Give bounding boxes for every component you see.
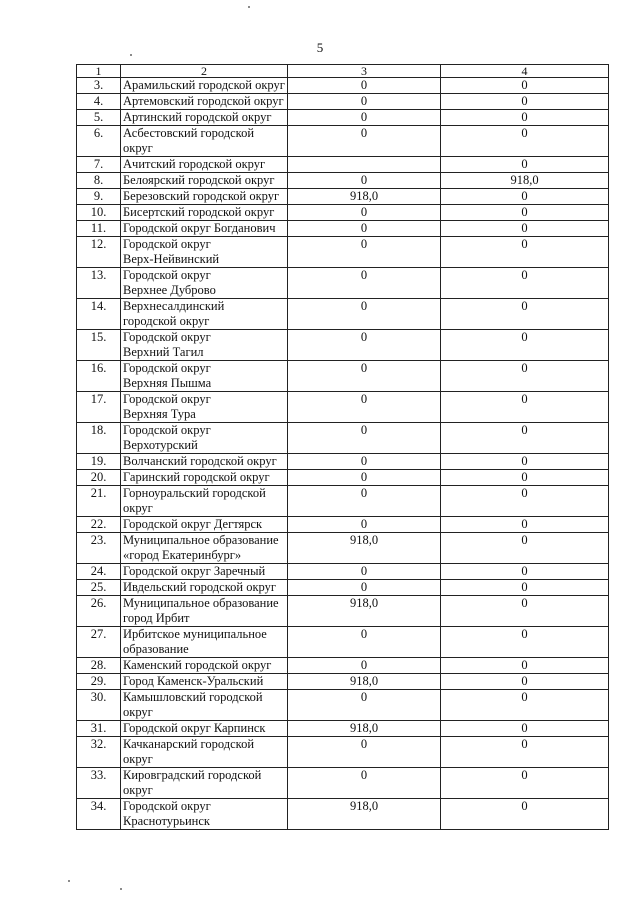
row-name: Гаринский городской округ — [121, 470, 288, 486]
row-number: 9. — [77, 189, 121, 205]
row-name: Городской округ Заречный — [121, 564, 288, 580]
row-number: 8. — [77, 173, 121, 189]
row-name: Городской округ Дегтярск — [121, 517, 288, 533]
scan-speck — [130, 54, 132, 56]
table-row — [77, 564, 609, 580]
table-row — [77, 690, 609, 721]
row-value-col4: 0 — [441, 126, 609, 157]
row-value-col3: 0 — [288, 517, 441, 533]
row-value-col3: 918,0 — [288, 189, 441, 205]
row-number: 22. — [77, 517, 121, 533]
row-value-col4: 0 — [441, 110, 609, 126]
row-value-col3: 0 — [288, 126, 441, 157]
row-value-col3: 918,0 — [288, 721, 441, 737]
row-number: 27. — [77, 627, 121, 658]
row-value-col3: 0 — [288, 580, 441, 596]
row-name: Городской округ Карпинск — [121, 721, 288, 737]
table-row — [77, 392, 609, 423]
table-row — [77, 517, 609, 533]
row-value-col3: 0 — [288, 173, 441, 189]
table-row — [77, 454, 609, 470]
row-number: 5. — [77, 110, 121, 126]
table-row — [77, 78, 609, 94]
row-value-col4: 0 — [441, 768, 609, 799]
table-row — [77, 580, 609, 596]
row-number: 12. — [77, 237, 121, 268]
row-value-col4: 0 — [441, 392, 609, 423]
table-row — [77, 221, 609, 237]
row-name: Горноуральский городской округ — [121, 486, 288, 517]
table-row — [77, 361, 609, 392]
row-name: Артинский городской округ — [121, 110, 288, 126]
row-name: Артемовский городской округ — [121, 94, 288, 110]
row-value-col3: 0 — [288, 627, 441, 658]
row-number: 34. — [77, 799, 121, 830]
header-col-2: 2 — [121, 65, 288, 78]
row-value-col3: 918,0 — [288, 674, 441, 690]
table-row — [77, 799, 609, 830]
row-name: Городской округ Богданович — [121, 221, 288, 237]
row-value-col4: 0 — [441, 205, 609, 221]
row-value-col3: 918,0 — [288, 596, 441, 627]
row-value-col4: 0 — [441, 799, 609, 830]
row-value-col4: 0 — [441, 361, 609, 392]
scan-speck — [68, 880, 70, 882]
table-row — [77, 205, 609, 221]
row-value-col4: 0 — [441, 690, 609, 721]
row-name: Муниципальное образование город Ирбит — [121, 596, 288, 627]
header-col-1: 1 — [77, 65, 121, 78]
row-name: Каменский городской округ — [121, 658, 288, 674]
row-name: Белоярский городской округ — [121, 173, 288, 189]
row-number: 6. — [77, 126, 121, 157]
row-number: 4. — [77, 94, 121, 110]
row-value-col3: 0 — [288, 221, 441, 237]
row-number: 17. — [77, 392, 121, 423]
row-value-col4: 0 — [441, 721, 609, 737]
row-value-col4: 0 — [441, 454, 609, 470]
row-value-col4: 0 — [441, 299, 609, 330]
row-number: 18. — [77, 423, 121, 454]
row-value-col3: 0 — [288, 78, 441, 94]
table-row — [77, 486, 609, 517]
row-value-col3: 0 — [288, 205, 441, 221]
row-number: 29. — [77, 674, 121, 690]
table-row — [77, 721, 609, 737]
table-row — [77, 658, 609, 674]
row-value-col4: 0 — [441, 674, 609, 690]
row-value-col4: 0 — [441, 221, 609, 237]
row-name: Асбестовский городской округ — [121, 126, 288, 157]
row-value-col3: 0 — [288, 299, 441, 330]
row-name: Ирбитское муниципальное образование — [121, 627, 288, 658]
row-value-col4: 0 — [441, 78, 609, 94]
table-row — [77, 423, 609, 454]
row-value-col3: 0 — [288, 268, 441, 299]
table-row — [77, 189, 609, 205]
row-name: Волчанский городской округ — [121, 454, 288, 470]
table-row — [77, 470, 609, 486]
table-row — [77, 237, 609, 268]
table-row — [77, 330, 609, 361]
row-value-col4: 0 — [441, 330, 609, 361]
table-row — [77, 737, 609, 768]
row-value-col3: 0 — [288, 690, 441, 721]
table-row — [77, 299, 609, 330]
header-col-4: 4 — [441, 65, 609, 78]
row-number: 26. — [77, 596, 121, 627]
row-name: Городской округ Верхний Тагил — [121, 330, 288, 361]
row-value-col4: 0 — [441, 517, 609, 533]
row-number: 30. — [77, 690, 121, 721]
row-value-col4: 0 — [441, 627, 609, 658]
row-number: 3. — [77, 78, 121, 94]
row-value-col3: 0 — [288, 423, 441, 454]
row-name: Городской округ Верхотурский — [121, 423, 288, 454]
row-name: Городской округ Верхняя Тура — [121, 392, 288, 423]
scan-speck — [248, 6, 250, 8]
row-name: Арамильский городской округ — [121, 78, 288, 94]
row-name: Бисертский городской округ — [121, 205, 288, 221]
row-number: 28. — [77, 658, 121, 674]
row-value-col4: 0 — [441, 94, 609, 110]
row-value-col3: 0 — [288, 237, 441, 268]
row-number: 21. — [77, 486, 121, 517]
row-number: 25. — [77, 580, 121, 596]
row-number: 33. — [77, 768, 121, 799]
row-number: 13. — [77, 268, 121, 299]
row-value-col3: 0 — [288, 768, 441, 799]
row-value-col3: 0 — [288, 392, 441, 423]
row-value-col4: 918,0 — [441, 173, 609, 189]
row-name: Березовский городской округ — [121, 189, 288, 205]
row-value-col4: 0 — [441, 189, 609, 205]
row-name: Камышловский городской округ — [121, 690, 288, 721]
scan-speck — [120, 888, 122, 890]
table-row — [77, 110, 609, 126]
row-value-col3: 918,0 — [288, 799, 441, 830]
row-value-col3 — [288, 157, 441, 173]
table-row — [77, 596, 609, 627]
row-value-col4: 0 — [441, 658, 609, 674]
row-number: 23. — [77, 533, 121, 564]
row-number: 10. — [77, 205, 121, 221]
row-number: 15. — [77, 330, 121, 361]
row-value-col3: 0 — [288, 564, 441, 580]
row-value-col4: 0 — [441, 564, 609, 580]
row-value-col4: 0 — [441, 533, 609, 564]
row-name: Городской округ Верх-Нейвинский — [121, 237, 288, 268]
row-value-col4: 0 — [441, 486, 609, 517]
row-value-col3: 0 — [288, 330, 441, 361]
allocation-table — [76, 64, 609, 830]
row-name: Ачитский городской округ — [121, 157, 288, 173]
row-value-col3: 0 — [288, 470, 441, 486]
row-value-col3: 0 — [288, 737, 441, 768]
row-value-col4: 0 — [441, 580, 609, 596]
row-number: 32. — [77, 737, 121, 768]
row-number: 20. — [77, 470, 121, 486]
row-value-col4: 0 — [441, 737, 609, 768]
row-number: 31. — [77, 721, 121, 737]
table-row — [77, 674, 609, 690]
row-number: 24. — [77, 564, 121, 580]
row-value-col3: 0 — [288, 658, 441, 674]
row-name: Муниципальное образование «город Екатеринбург» — [121, 533, 288, 564]
row-name: Качканарский городской округ — [121, 737, 288, 768]
row-value-col4: 0 — [441, 237, 609, 268]
row-number: 19. — [77, 454, 121, 470]
table-row — [77, 268, 609, 299]
row-value-col4: 0 — [441, 596, 609, 627]
row-number: 16. — [77, 361, 121, 392]
row-name: Верхнесалдинский городской округ — [121, 299, 288, 330]
table-header-row — [77, 65, 609, 78]
row-number: 14. — [77, 299, 121, 330]
page-number: 5 — [316, 40, 324, 55]
row-name: Кировградский городской округ — [121, 768, 288, 799]
row-value-col3: 0 — [288, 110, 441, 126]
row-number: 7. — [77, 157, 121, 173]
row-value-col3: 0 — [288, 486, 441, 517]
table-row — [77, 157, 609, 173]
row-number: 11. — [77, 221, 121, 237]
table-body — [77, 65, 609, 830]
row-value-col4: 0 — [441, 470, 609, 486]
header-col-3: 3 — [288, 65, 441, 78]
table-row — [77, 627, 609, 658]
row-value-col3: 0 — [288, 94, 441, 110]
row-value-col3: 0 — [288, 454, 441, 470]
table-row — [77, 173, 609, 189]
row-name: Город Каменск-Уральский — [121, 674, 288, 690]
row-value-col4: 0 — [441, 157, 609, 173]
row-name: Городской округ Верхнее Дуброво — [121, 268, 288, 299]
table-row — [77, 94, 609, 110]
row-name: Городской округ Верхняя Пышма — [121, 361, 288, 392]
table-row — [77, 533, 609, 564]
row-value-col4: 0 — [441, 268, 609, 299]
row-value-col3: 918,0 — [288, 533, 441, 564]
row-value-col3: 0 — [288, 361, 441, 392]
table-row — [77, 126, 609, 157]
table-row — [77, 768, 609, 799]
row-name: Городской округ Краснотурьинск — [121, 799, 288, 830]
row-name: Ивдельский городской округ — [121, 580, 288, 596]
row-value-col4: 0 — [441, 423, 609, 454]
